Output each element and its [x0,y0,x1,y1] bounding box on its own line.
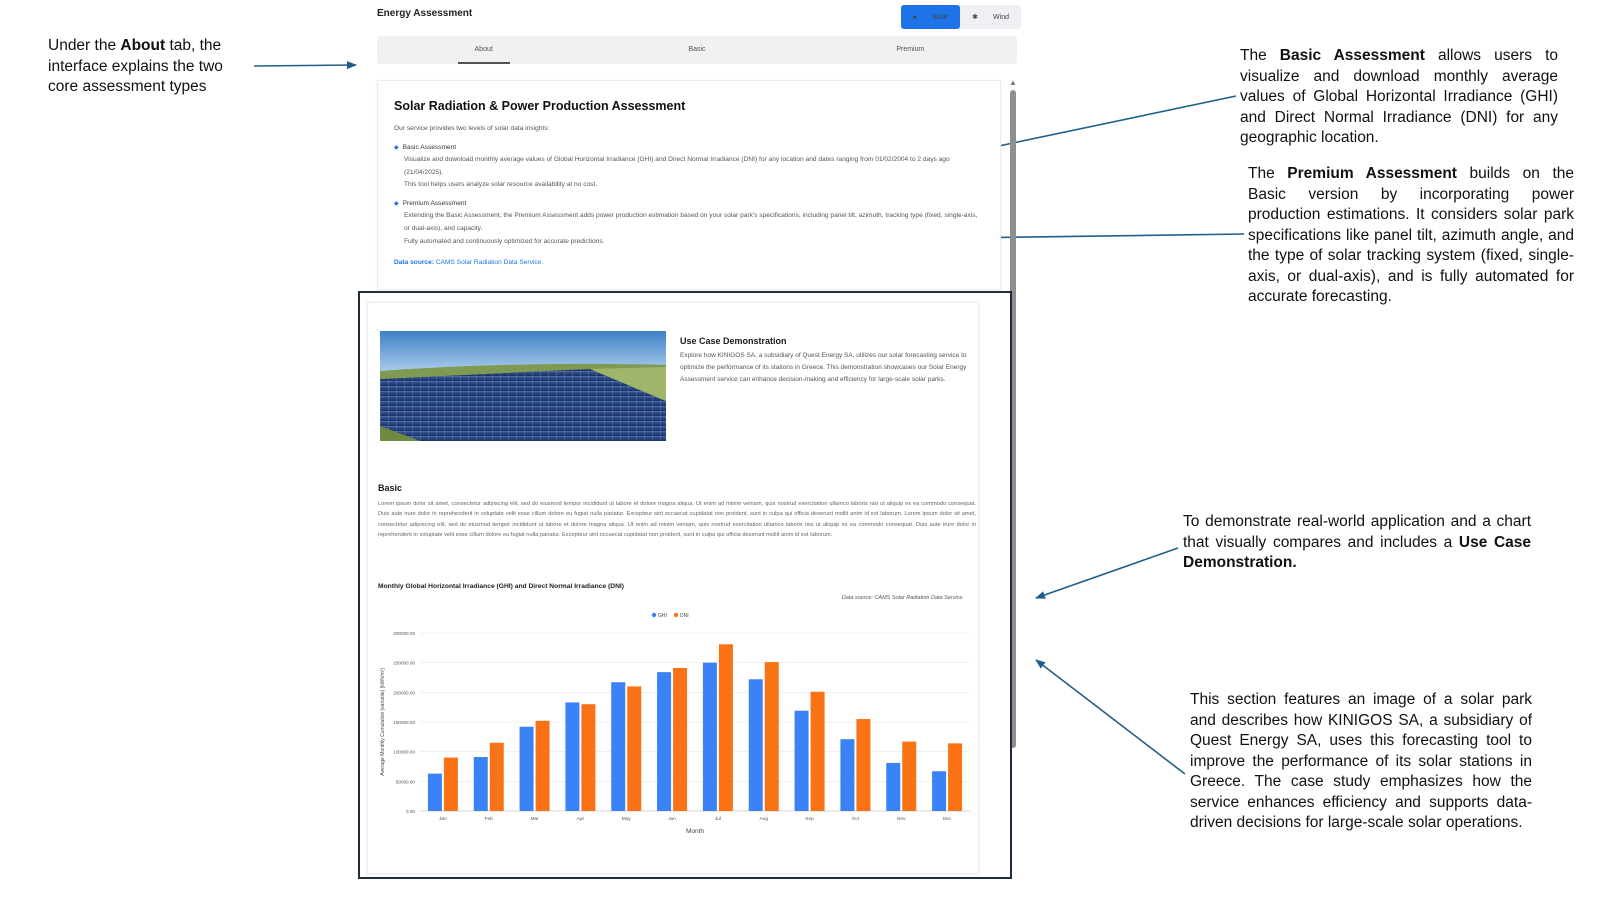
y-tick-label: 50000.00 [395,779,415,785]
y-tick-label: 150000.00 [393,720,415,725]
x-tick-label: Apr [576,817,585,822]
callout-basic-assessment: The Basic Assessment allows users to visualize and download monthly average values of Global Horizontal Irradiance (GHI) and Direct Normal Irradiance (DNI) for any geographic location. [1240,47,1558,146]
y-tick-label: 300000.00 [393,631,415,636]
tab-premium[interactable]: Premium [896,46,925,53]
x-tick-label: Oct [851,817,860,822]
x-tick-label: Dec [942,817,952,822]
highlight-frame [358,291,1012,879]
chart-title: Monthly Global Horizontal Irradiance (GHI) and Direct Normal Irradiance (DNI) [378,583,624,590]
solar-toggle-button[interactable]: ● Solar [901,5,961,29]
chart-source: Data source: CAMS Solar Radiation Data Service. [841,595,964,601]
x-tick-label: Sep [805,817,814,822]
callout-about: Under the About tab, the interface explains the two core assessment types [48,37,223,95]
basic-assessment-title: ◆ Basic Assessment [394,142,984,154]
x-tick-label: Jul [714,817,721,822]
tab-about[interactable]: About [377,36,590,64]
tab-bar [377,36,1017,64]
callout-section-description: This section features an image of a solar park and describes how KINIGOS SA, a subsidiary of Quest Energy SA, uses this forecasting tool to improve the performance of its solar stations in Greece. The case study emphasizes how the service enhances efficiency and supports data-driven decisions for large-scale solar operations. [1190,691,1532,831]
x-axis-label: Month [685,828,705,835]
y-tick-label: 0.00 [406,809,415,814]
legend-label-ghi: GHI [658,613,667,619]
data-source-link[interactable]: CAMS Solar Radiation Data Service. [435,258,544,266]
legend-label-dni: DNI [680,613,689,619]
arrow-usecase [1036,548,1178,598]
x-tick-label: Feb [484,817,493,822]
about-intro: Our service provides two levels of solar data insights: [394,125,550,132]
arrow-section [1036,660,1185,774]
basic-assessment-note: This tool helps users analyze solar resource availability at no cost. [404,181,598,189]
use-case-title: Use Case Demonstration [680,336,787,346]
sun-icon: ● [912,13,917,21]
y-tick-label: 100000.00 [393,749,415,755]
x-tick-label: Jan [439,817,447,822]
scroll-up-icon[interactable]: ▲ [1009,78,1017,87]
about-card [377,80,1001,290]
premium-assessment-note: Fully automated and continuously optimized for accurate predictions. [404,237,605,245]
callout-premium-assessment: The Premium Assessment builds on the Basic version by incorporating power production estimations. It considers solar park specifications like panel tilt, azimuth angle, and the type of solar tracking system (fixed, single-axis, or dual-axis), and is fully automated for accurate forecasting. [1248,165,1574,305]
y-tick-label: 250000.00 [393,660,415,666]
y-axis-label: Average Monthly Cumulative (variable) [kWh/m²] [380,668,386,776]
basic-paragraph: Lorem ipsum dolor sit amet, consectetur adipiscing elit, sed do eiusmod tempor incididunt ut labore et dolore magna aliqua. Ut enim ad minim veniam, quis nostrud exercitation ullamco laboris nisi ut aliquip ex ea commodo consequat. Duis aute irure dolor in reprehenderit in voluptate velit esse cillum dolore eu fugiat nulla pariatur. Excepteur sint occaecat cupidatat non proident, sunt in culpa qui officia deserunt mollit anim id est laborum. Lorem ipsum dolor sit amet, consectetur adipiscing elit, sed do eiusmod tempor incididunt ut labore et dolore magna aliqua. Ut enim ad minim veniam, quis nostrud exercitation ullamco laboris nisi ut aliquip ex ea commodo consequat. Duis aute irure dolor in reprehenderit in voluptate velit esse cillum dolore eu fugiat nulla pariatur. Excepteur sint occaecat cupidatat non proident, sunt in culpa qui officia deserunt mollit anim id est laborum. [378,501,976,539]
x-tick-label: Aug [759,817,769,822]
data-source: Data source: CAMS Solar Radiation Data Service. [394,258,544,266]
x-tick-label: Mar [530,817,539,822]
x-tick-label: May [621,817,631,822]
premium-assessment-title: ◆ Premium Assessment [394,198,984,210]
use-case-text: Explore how KINIGOS SA, a subsidiary of Quest Energy SA, utilizes our solar forecasting service to optimize the performance of its stations in Greece. This demonstration showcases our Solar Energy Assessment service can enhance decision-making and efficiency for large-scale solar parks. [680,352,967,383]
basic-assessment-text: Visualize and download monthly average values of Global Horizontal Irradiance (GHI) and Direct Normal Irradiance (DNI) for any location and dates ranging from 01/02/2004 to 2 days ago (21/04/2025). [404,155,950,176]
premium-assessment-text: Extending the Basic Assessment, the Premium Assessment adds power production estimation based on your solar park's specifications, including panel tilt, azimuth, tracking type (fixed, single-axis, or dual-axis), and capacity. [404,212,978,232]
callout-use-case: To demonstrate real-world application and a chart that visually compares and includes a Use Case Demonstration. [1183,513,1531,571]
energy-type-toggle [901,5,1021,29]
tab-basic[interactable]: Basic [688,46,706,53]
app-title: Energy Assessment [377,8,473,19]
about-title: Solar Radiation & Power Production Assessment [394,99,686,113]
wind-icon: ✱ [972,14,979,21]
y-tick-label: 200000.00 [393,690,415,696]
basic-heading: Basic [378,483,403,493]
arrow-about [254,65,356,66]
x-tick-label: Jun [668,817,676,822]
wind-toggle-button[interactable]: ✱ Wind [960,5,1021,29]
x-tick-label: Nov [896,817,906,822]
